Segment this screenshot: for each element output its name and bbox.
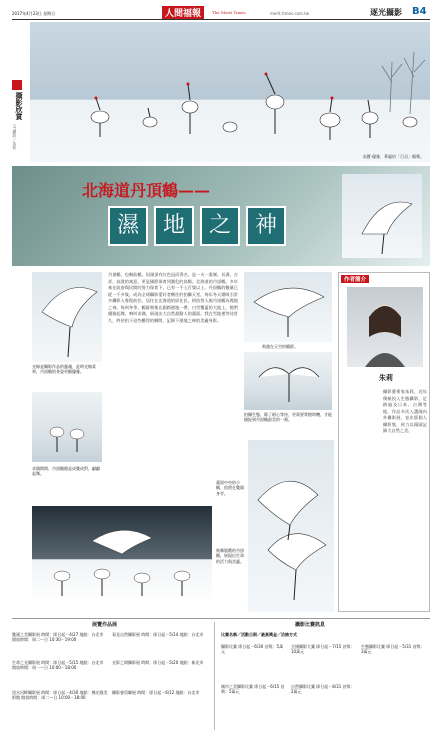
caption-left-1: 光線是攝影作品的靈魂，此時光線柔和，丹頂鶴的身姿更顯優雅。 [32, 364, 96, 375]
exhibition-listing [12, 622, 208, 730]
exhibition-title: 展覽作品展 [92, 622, 118, 628]
headline-char-2: 地 [154, 206, 194, 246]
page-number: B4 [412, 6, 427, 17]
headline-char-3: 之 [200, 206, 240, 246]
caption-center-3: 畫面中央的小鶴，依偎在雙親身旁。 [216, 480, 244, 496]
author-box [338, 272, 430, 612]
cranes-lower-wide-illustration [32, 506, 212, 602]
author-photo [347, 287, 423, 367]
paper-logo: 人間福報 [162, 6, 204, 19]
exhibition-item-6: 攝影會員聯展 時間：即日起－6/12 地點：台北市 [112, 690, 200, 695]
contest-listing [214, 622, 430, 730]
headline-band [12, 166, 430, 266]
headline-char-4: 神 [246, 206, 286, 246]
caption-left-2: 求偶期間，丹頂鶴總是成雙成對，翩翩起舞。 [32, 466, 100, 477]
contest-header: 比賽名稱／活動日期／最高獎金／洽詢方式 [221, 632, 297, 637]
contest-item-4: 城市之美攝影比賽 即日起－6/15 首獎：5萬元 [221, 684, 285, 695]
section-name: 逐光攝影 [370, 8, 402, 17]
headline-char-1: 濕 [108, 206, 148, 246]
contest-title: 攝影比賽訊息 [295, 622, 326, 628]
contest-item-2: 全國攝影大賽 即日起－7/15 首獎：10萬元 [291, 644, 355, 655]
author-portrait-illustration [347, 287, 423, 367]
exhibition-item-3: 淡水河畔攝影展 時間：即日起－4/30 地點：佛光緣美術館 開放時間：周二～日 10:00－18:00 [12, 690, 108, 701]
caption-center-2: 拍攝生態，除了耐心等待，更需要掌握時機，才能捕捉到丹頂鶴最美的一刻。 [244, 412, 332, 423]
crane-left-1-illustration [32, 272, 102, 362]
cranes-lower-right-illustration [248, 440, 334, 612]
exhibition-item-2: 生命之光攝影展 時間：即日起－5/15 地點：台北市 開放時間：周一～日 10:00－18:00 [12, 660, 104, 671]
exhibition-item-4: 看見自然攝影展 時間：即日起－5/14 地點：台北市 [112, 632, 204, 637]
contest-item-3: 生態攝影比賽 即日起－5/31 首獎：3萬元 [361, 644, 425, 655]
contest-item-5: 自然攝影比賽 即日起－8/31 首獎：2萬元 [291, 684, 355, 695]
site-url: merit.times.com.tw [270, 11, 309, 16]
photo-lower-right [248, 440, 334, 612]
hero-crane-illustration [30, 22, 430, 162]
side-tab-credit: 文‧攝影／朱莉 [12, 124, 18, 150]
author-bio: 攝影藝術家朱莉，近年積極投入生態攝影，足跡遍及日本、台灣等地，作品多次入選國內外攝影展，並出版個人攝影集，致力以鏡頭記錄大自然之美。 [383, 389, 427, 433]
paper-english-name: The Merit Times [212, 10, 246, 15]
headline-title: 北海道丹頂鶴—— [82, 181, 211, 200]
photo-center-2 [244, 352, 332, 410]
exhibition-item-5: 光影之間攝影展 時間：即日起－5/20 地點：新北市 [112, 660, 204, 665]
side-tab-title: 攝影欣賞 [15, 92, 23, 120]
side-tab [12, 80, 26, 160]
headline-crane-photo [342, 174, 422, 258]
side-tab-marker [12, 80, 22, 90]
contest-item-1: 攝影比賽 即日起－6/30 首獎：5萬元 [221, 644, 284, 655]
caption-center-4: 飛舞嬉戲的丹頂鶴，展現出生命的活力與美麗。 [216, 548, 244, 564]
dancing-crane-illustration [342, 174, 422, 258]
photo-center-1 [244, 272, 332, 342]
photo-lower-wide [32, 506, 212, 602]
hero-caption: 高寶‧優雅，華麗的「百羽」鶴舞。 [362, 153, 424, 159]
photo-left-1 [32, 272, 102, 362]
hero-photo-cranes [30, 22, 430, 162]
caption-center-1: 飛越在天空的鶴群。 [262, 344, 298, 349]
issue-date: 2017年4月23日 星期日 [12, 11, 56, 16]
bottom-divider [12, 618, 430, 619]
exhibition-item-1: 雙溪之美攝影展 時間：即日起－4/27 地點：台北市 開放時間：周二～日 10:30－19:00 [12, 632, 104, 643]
body-text: 丹頂鶴，也稱仙鶴，因頭頂有紅色冠而得名，是一夫一妻制，長壽，吉祥，高貴的寓意，更是國際保育列瀕危的鳥類。北海道的丹頂鶴，多年來在政府與民間的努力保育下，已有一千七百隻以上。丹頂鶴的數量已從一千多隻，成為全球攝影愛好者嚮往的拍攝天堂，每年冬天總吸引許多攝影人專程前往。居住在北海道的原住民，阿依努人視丹頂鶴為溼地之神。每到冬季，鶴群聚集在釧路溼地一帶，白雪覆蓋的大地上，牠們優雅起舞，鳴叫求偶，展現出大自然最動人的畫面。我在雪地裡等待許久，終於拍下這些難得的瞬間，記錄下溼地之神的美麗身影。 [108, 272, 238, 323]
photo-left-2 [32, 392, 102, 462]
headline-chars [108, 206, 286, 246]
crane-center-2-illustration [244, 352, 332, 410]
crane-center-1-illustration [244, 272, 332, 342]
author-label: 作者簡介 [341, 275, 369, 283]
author-name: 朱莉 [379, 374, 393, 382]
page-header [12, 6, 430, 20]
crane-left-2-illustration [32, 392, 102, 462]
